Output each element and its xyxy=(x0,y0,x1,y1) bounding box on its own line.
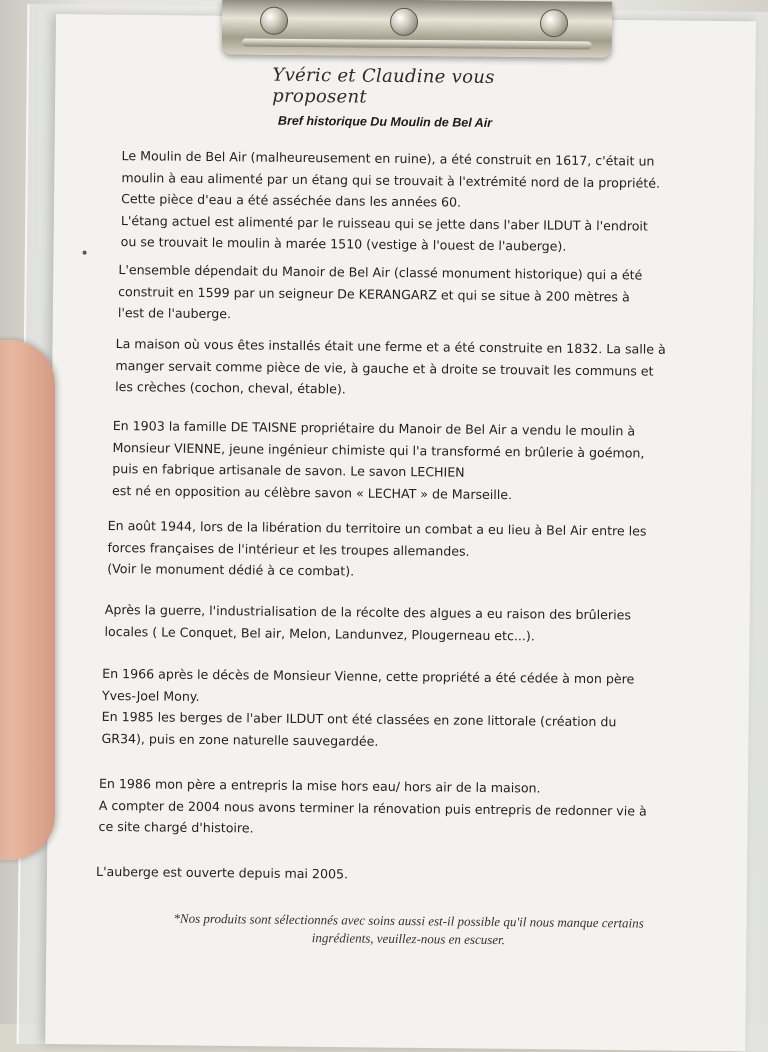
paragraph-line: Monsieur VIENNE, jeune ingénieur chimiste qui l'a transformé en brûlerie à goémon, xyxy=(112,439,645,461)
footnote xyxy=(113,909,703,951)
paragraph-line: moulin à eau alimenté par un étang qui se trouvait à l'extrémité nord de la propriété. xyxy=(121,169,661,191)
paragraph-1903 xyxy=(112,415,713,507)
paragraph-apres-guerre xyxy=(104,599,704,648)
paragraph-1944 xyxy=(107,515,708,586)
paragraph-line: forces françaises de l'intérieur et les troupes allemandes. xyxy=(107,539,470,559)
paragraph-line: En 1966 après le décès de Monsieur Vienne, cette propriété a été cédée à mon père xyxy=(102,665,635,687)
paragraph-line: manger servait comme pièce de vie, à gauche et à droite se trouvait les communs et xyxy=(115,357,654,379)
paragraph-line: locales ( Le Conquet, Bel air, Melon, Landunvez, Plougerneau etc...). xyxy=(104,623,535,643)
paragraph-line: L'étang actuel est alimenté par le ruisseau qui se jette dans l'aber ILDUT à l'endroit xyxy=(120,212,648,234)
paragraph-line: est né en opposition au célèbre savon « LECHAT » de Marseille. xyxy=(112,482,513,502)
paragraph-line: En 1903 la famille DE TAISNE propriétaire du Manoir de Bel Air a vendu le moulin à xyxy=(112,417,636,439)
paragraph-line: A compter de 2004 nous avons terminer la rénovation puis entrepris de redonner vie à xyxy=(98,797,647,819)
paragraph-line: Yves-Joel Mony. xyxy=(101,687,200,704)
paragraph-1966 xyxy=(101,663,702,755)
paragraph-line: les crèches (cochon, cheval, étable). xyxy=(115,379,346,397)
paragraph-line: En 1986 mon père a entrepris la mise hors eau/ hors air de la maison. xyxy=(98,775,541,796)
paragraph-line: En 1985 les berges de l'aber ILDUT ont été classées en zone littorale (création du xyxy=(101,708,617,730)
paragraph-moulin xyxy=(121,145,722,259)
paragraph-line: (Voir le monument dédié à ce combat). xyxy=(107,560,355,579)
paragraph-line: construit en 1599 par un seigneur De KERANGARZ et qui se situe à 200 mètres à xyxy=(118,283,630,304)
paragraph-line: L'ensemble dépendait du Manoir de Bel Air (classé monument historique) qui a été xyxy=(118,262,643,283)
thumb xyxy=(0,340,55,860)
script-heading: Yvéric et Claudine vous proposent xyxy=(272,64,495,108)
paragraph-line: En août 1944, lors de la libération du territoire un combat a eu lieu à Bel Air entre les xyxy=(107,517,647,539)
paragraph-line: Après la guerre, l'industrialisation de la récolte des algues a eu raison des brûleries xyxy=(104,601,632,623)
paragraph-manoir xyxy=(118,259,719,330)
paragraph-line: Cette pièce d'eau a été asséchée dans les années 60. xyxy=(121,191,462,210)
paragraph-line: ou se trouvait le moulin à marée 1510 (vestige à l'ouest de l'auberge). xyxy=(120,234,567,254)
document-title: Bref historique Du Moulin de Bel Air xyxy=(277,113,493,130)
paragraph-line: puis en fabrique artisanale de savon. Le savon LECHIEN xyxy=(112,460,465,480)
paragraph-line: ce site chargé d'histoire. xyxy=(98,818,254,836)
paragraph-1986 xyxy=(98,773,699,844)
paragraph-line: La maison où vous êtes installés était une ferme et a été construite en 1832. La salle à xyxy=(115,336,666,357)
footnote-line: *Nos produits sont sélectionnés avec soins aussi est-il possible qu'il nous manque certains xyxy=(173,910,644,931)
paragraph-line: L'auberge est ouverte depuis mai 2005. xyxy=(96,863,349,882)
paragraph-line: l'est de l'auberge. xyxy=(117,305,232,322)
footnote-line: ingrédients, veuillez-nous en escuser. xyxy=(311,930,506,948)
paragraph-maison xyxy=(115,333,716,404)
paragraph-ouverture xyxy=(96,861,696,889)
paragraph-line: GR34), puis en zone naturelle sauvegardée. xyxy=(101,730,379,749)
ink-dot xyxy=(83,251,87,255)
paragraph-line: Le Moulin de Bel Air (malheureusement en ruine), a été construit en 1617, c'était un xyxy=(121,148,655,169)
